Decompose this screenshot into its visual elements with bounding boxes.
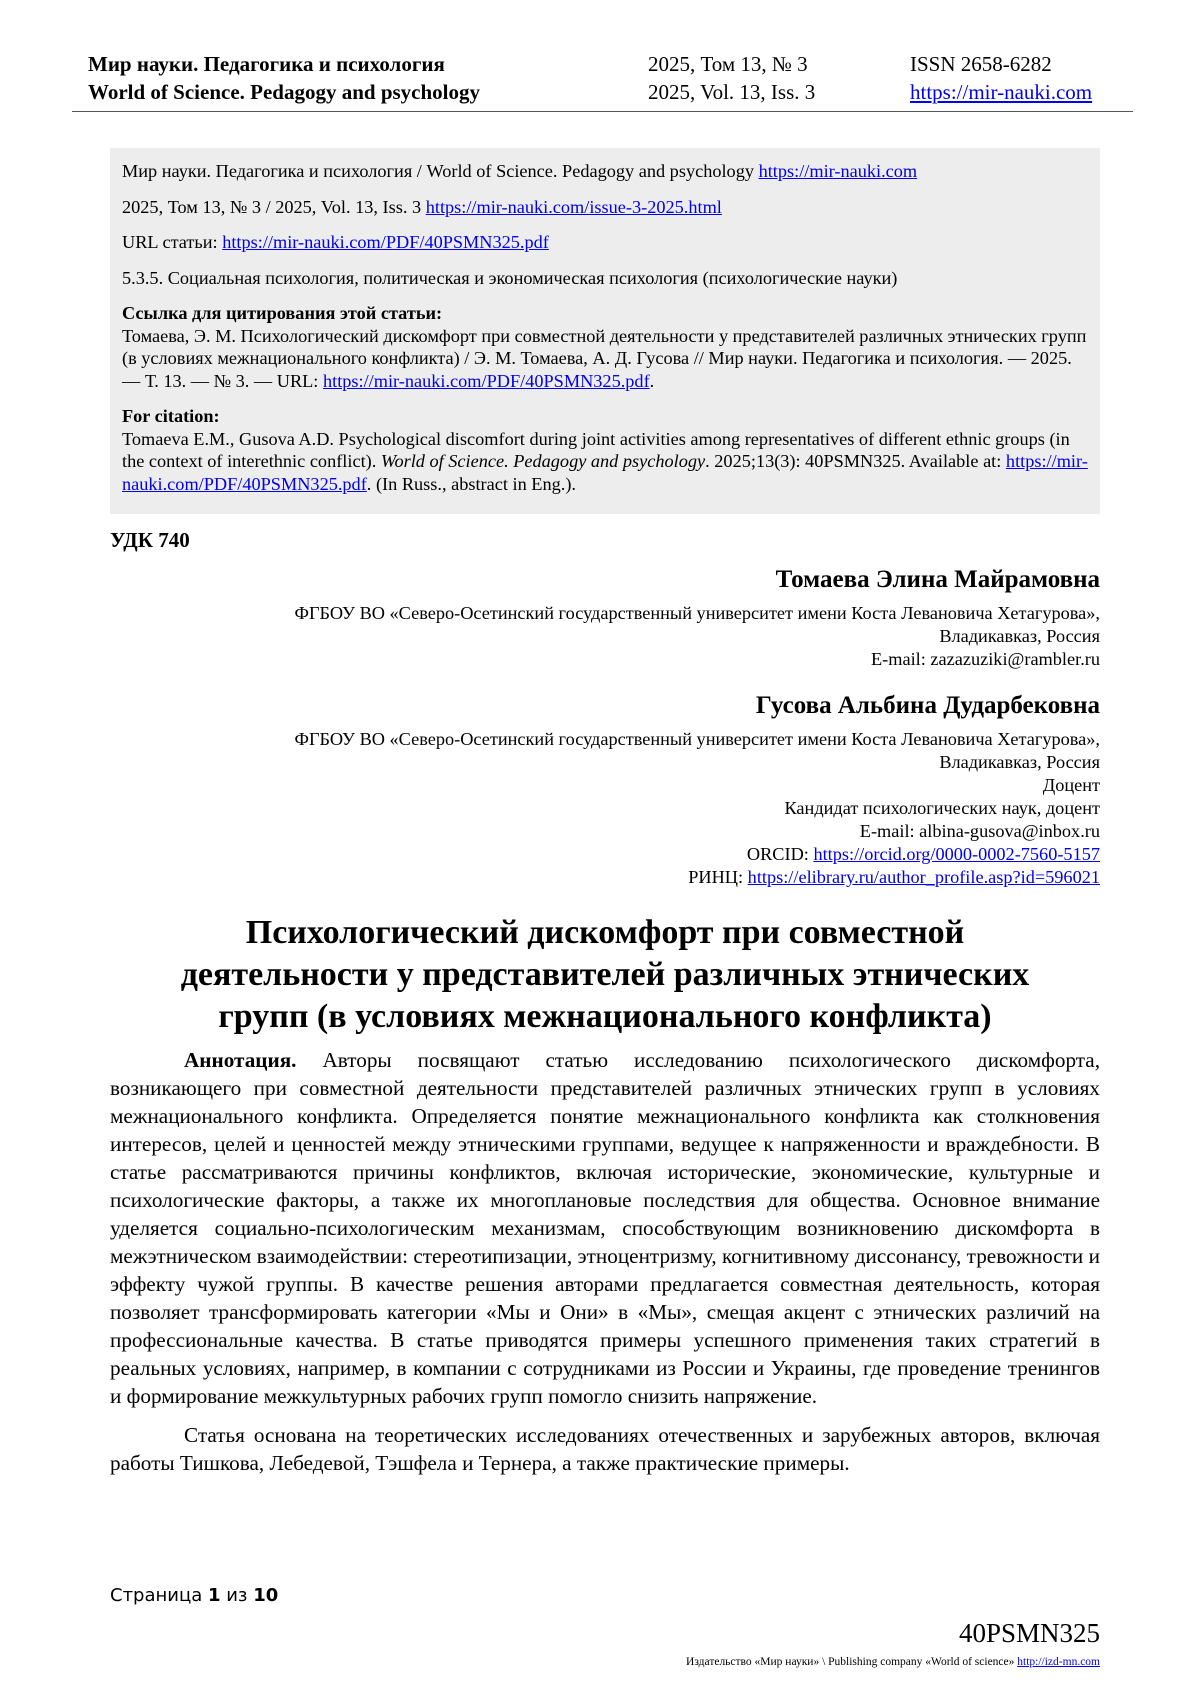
issue-ru: 2025, Том 13, № 3 [648,52,808,76]
issue-link[interactable]: https://mir-nauki.com/issue-3-2025.html [425,196,722,217]
author-name: Гусова Альбина Дударбековна [755,692,1100,719]
issue-line: 2025, Том 13, № 3 / 2025, Vol. 13, Iss. 3 https://mir-nauki.com/issue-3-2025.html [122,196,722,217]
issue-en: 2025, Vol. 13, Iss. 3 [648,80,816,104]
abstract-paragraph: Аннотация. Авторы посвящают статью исследованию психологического дискомфорта, возникающего при совместной деятельности представителей различных этнических групп в условиях межнационального конфликта. Определяется понятие межнационального конфликта как столкновения интересов, целей и ценностей между этническими группами, ведущее к напряженности и враждебности. В статье рассматриваются причины конфликтов, включая исторические, экономические, культурные и психологические факторы, а также их многоплановые последствия для общества. Основное внимание уделяется социально-психологическим механизмам, способствующим возникновению дискомфорта в межэтническом взаимодействии: стереотипизации, этноцентризму, когнитивному диссонансу, тревожности и эффекту чужой группы. В качестве решения авторами предлагается совместная деятельность, которая позволяет трансформировать категории «Мы и Они» в «Мы», смещая акцент с этнических различий на профессиональные качества. В статье приводятся примеры успешного применения таких стратегий в реальных условиях, например, в компании с сотрудниками из России и Украины, где проведение тренингов и формирование межкультурных рабочих групп помогло снизить напряжение. [110,1048,1100,1408]
journal-title-en: World of Science. Pedagogy and psychology [88,80,481,104]
author-block-1 [295,564,1101,671]
journal-line: Мир науки. Педагогика и психология / World of Science. Pedagogy and psychology https://mir-nauki.com [122,161,918,181]
author-email: E-mail: zazazuziki@rambler.ru [871,649,1100,669]
issn: ISSN 2658-6282 [910,52,1052,76]
author-email: E-mail: albina-gusova@inbox.ru [859,821,1100,841]
article-info-box [110,148,1100,514]
abstract-section [110,1046,1100,1477]
title-line: групп (в условиях межнационального конфликта) [218,998,992,1035]
publisher-line: Издательство «Мир науки» \ Publishing company «World of science» http://izd-mn.com [686,1656,1100,1668]
rinc-link[interactable]: https://elibrary.ru/author_profile.asp?id=596021 [747,867,1100,887]
author-name: Томаева Элина Майрамовна [775,566,1100,593]
author-block-2 [295,690,1101,889]
specialty-line: 5.3.5. Социальная психология, политическая и экономическая психология (психологические науки) [122,267,898,288]
author-degree: Кандидат психологических наук, доцент [784,798,1100,818]
citation-ru: Ссылка для цитирования этой статьи: Томаева, Э. М. Психологический дискомфорт при совместной деятельности у представителей различных этнических групп (в условиях межнационального конфликта) / Э. М. Томаева, А. Д. Гусова // Мир науки. Педагогика и психология. — 2025. — Т. 13. — № 3. — URL: https://mir-nauki.com/PDF/40PSMN325.pdf. [122,303,1087,391]
running-header [72,50,1132,106]
citation-en: For citation: Tomaeva E.M., Gusova A.D. Psychological discomfort during joint activities among representatives of different ethnic groups (in the context of interethnic conflict). World of Science. Pedagogy and psychology. 2025;13(3): 40PSMN325. Available at: https://mir-nauki.com/PDF/40PSMN325.pdf. (In Russ., abstract in Eng.). [122,406,1088,494]
publisher-link[interactable]: http://izd-mn.com [1017,1656,1100,1668]
citation-ru-label: Ссылка для цитирования этой статьи: [122,303,443,323]
udk-code: УДК 740 [110,528,190,552]
article-title [110,912,1100,1038]
page-counter: Страница 1 из 10 [110,1585,279,1606]
author-affiliation: ФГБОУ ВО «Северо-Осетинский государственный университет имени Коста Левановича Хетагурова», [294,603,1100,623]
journal-title-ru: Мир науки. Педагогика и психология [88,52,445,76]
author-position: Доцент [1042,775,1100,795]
abstract-label: Аннотация. [184,1048,297,1072]
citation-en-label: For citation: [122,406,220,426]
article-id: 40PSMN325 [958,1618,1100,1648]
journal-site-link[interactable]: https://mir-nauki.com [910,80,1093,104]
author-orcid: ORCID: https://orcid.org/0000-0002-7560-5157 [746,844,1100,864]
title-line: Психологический дискомфорт при совместной [245,914,965,951]
author-city: Владикавказ, Россия [939,626,1100,646]
header-divider [72,111,1133,112]
journal-link[interactable]: https://mir-nauki.com [758,161,918,181]
author-affiliation: ФГБОУ ВО «Северо-Осетинский государственный университет имени Коста Левановича Хетагурова», [294,729,1100,749]
orcid-link[interactable]: https://orcid.org/0000-0002-7560-5157 [813,844,1100,864]
article-url-line: URL статьи: https://mir-nauki.com/PDF/40PSMN325.pdf [122,232,549,252]
citation-ru-link[interactable]: https://mir-nauki.com/PDF/40PSMN325.pdf [322,370,650,391]
author-city: Владикавказ, Россия [939,752,1100,772]
article-pdf-link[interactable]: https://mir-nauki.com/PDF/40PSMN325.pdf [222,232,549,252]
citation-en-link[interactable]: https://mir-nauki.com/PDF/40PSMN325.pdf [122,451,1088,494]
abstract-paragraph-2: Статья основана на теоретических исследованиях отечественных и зарубежных авторов, включая работы Тишкова, Лебедевой, Тэшфела и Тернера, а также практические примеры. [110,1423,1100,1475]
title-line: деятельности у представителей различных этнических [180,956,1030,993]
author-rinc: РИНЦ: https://elibrary.ru/author_profile.asp?id=596021 [688,867,1100,887]
